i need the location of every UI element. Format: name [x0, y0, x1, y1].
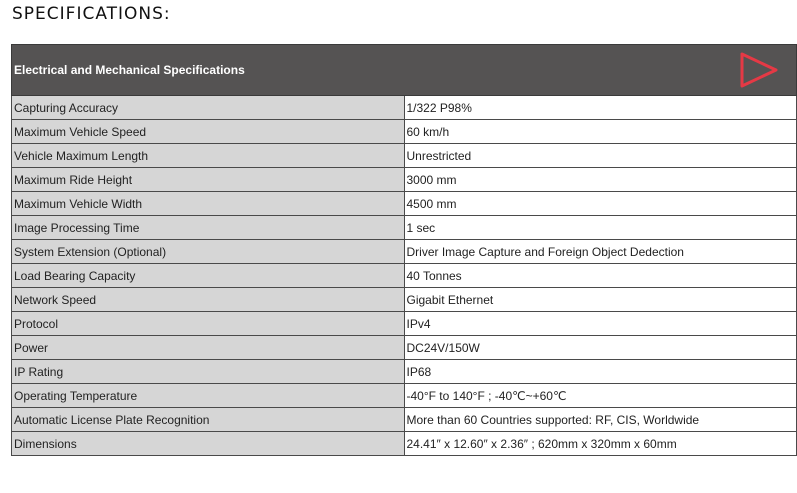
- spec-value: 24.41″ x 12.60″ x 2.36″ ; 620mm x 320mm x 60mm: [404, 432, 797, 456]
- spec-label: System Extension (Optional): [12, 240, 405, 264]
- spec-value: DC24V/150W: [404, 336, 797, 360]
- spec-label: Capturing Accuracy: [12, 96, 405, 120]
- spec-label: Automatic License Plate Recognition: [12, 408, 405, 432]
- page-title: SPECIFICATIONS:: [12, 4, 171, 24]
- spec-value: -40°F to 140°F ; -40℃~+60℃: [404, 384, 797, 408]
- spec-label: Maximum Ride Height: [12, 168, 405, 192]
- spec-value: 4500 mm: [404, 192, 797, 216]
- table-row: [12, 216, 797, 240]
- spec-label: Protocol: [12, 312, 405, 336]
- table-row: [12, 384, 797, 408]
- table-row: [12, 432, 797, 456]
- table-row: [12, 312, 797, 336]
- spec-label: Power: [12, 336, 405, 360]
- spec-label: Vehicle Maximum Length: [12, 144, 405, 168]
- spec-label: Network Speed: [12, 288, 405, 312]
- spec-value: Unrestricted: [404, 144, 797, 168]
- table-row: [12, 96, 797, 120]
- spec-value: 40 Tonnes: [404, 264, 797, 288]
- spec-value: Driver Image Capture and Foreign Object Dedection: [404, 240, 797, 264]
- table-row: [12, 360, 797, 384]
- spec-value: 1 sec: [404, 216, 797, 240]
- table-header-row: [12, 45, 797, 96]
- spec-label: Load Bearing Capacity: [12, 264, 405, 288]
- table-row: [12, 144, 797, 168]
- table-row: [12, 168, 797, 192]
- table-row: [12, 120, 797, 144]
- spec-label: IP Rating: [12, 360, 405, 384]
- spec-label: Maximum Vehicle Width: [12, 192, 405, 216]
- spec-label: Maximum Vehicle Speed: [12, 120, 405, 144]
- spec-value: IP68: [404, 360, 797, 384]
- spec-label: Operating Temperature: [12, 384, 405, 408]
- table-row: [12, 408, 797, 432]
- table-row: [12, 264, 797, 288]
- spec-label: Dimensions: [12, 432, 405, 456]
- spec-value: 1/322 P98%: [404, 96, 797, 120]
- spec-value: Gigabit Ethernet: [404, 288, 797, 312]
- table-row: [12, 240, 797, 264]
- table-row: [12, 336, 797, 360]
- spec-value: More than 60 Countries supported: RF, CIS, Worldwide: [404, 408, 797, 432]
- spec-label: Image Processing Time: [12, 216, 405, 240]
- specifications-table: [11, 44, 797, 456]
- spec-value: 3000 mm: [404, 168, 797, 192]
- table-row: [12, 288, 797, 312]
- play-icon[interactable]: [738, 51, 780, 89]
- spec-value: IPv4: [404, 312, 797, 336]
- table-header-cell: [12, 45, 797, 96]
- table-header-title: Electrical and Mechanical Specifications: [14, 63, 245, 77]
- table-row: [12, 192, 797, 216]
- spec-value: 60 km/h: [404, 120, 797, 144]
